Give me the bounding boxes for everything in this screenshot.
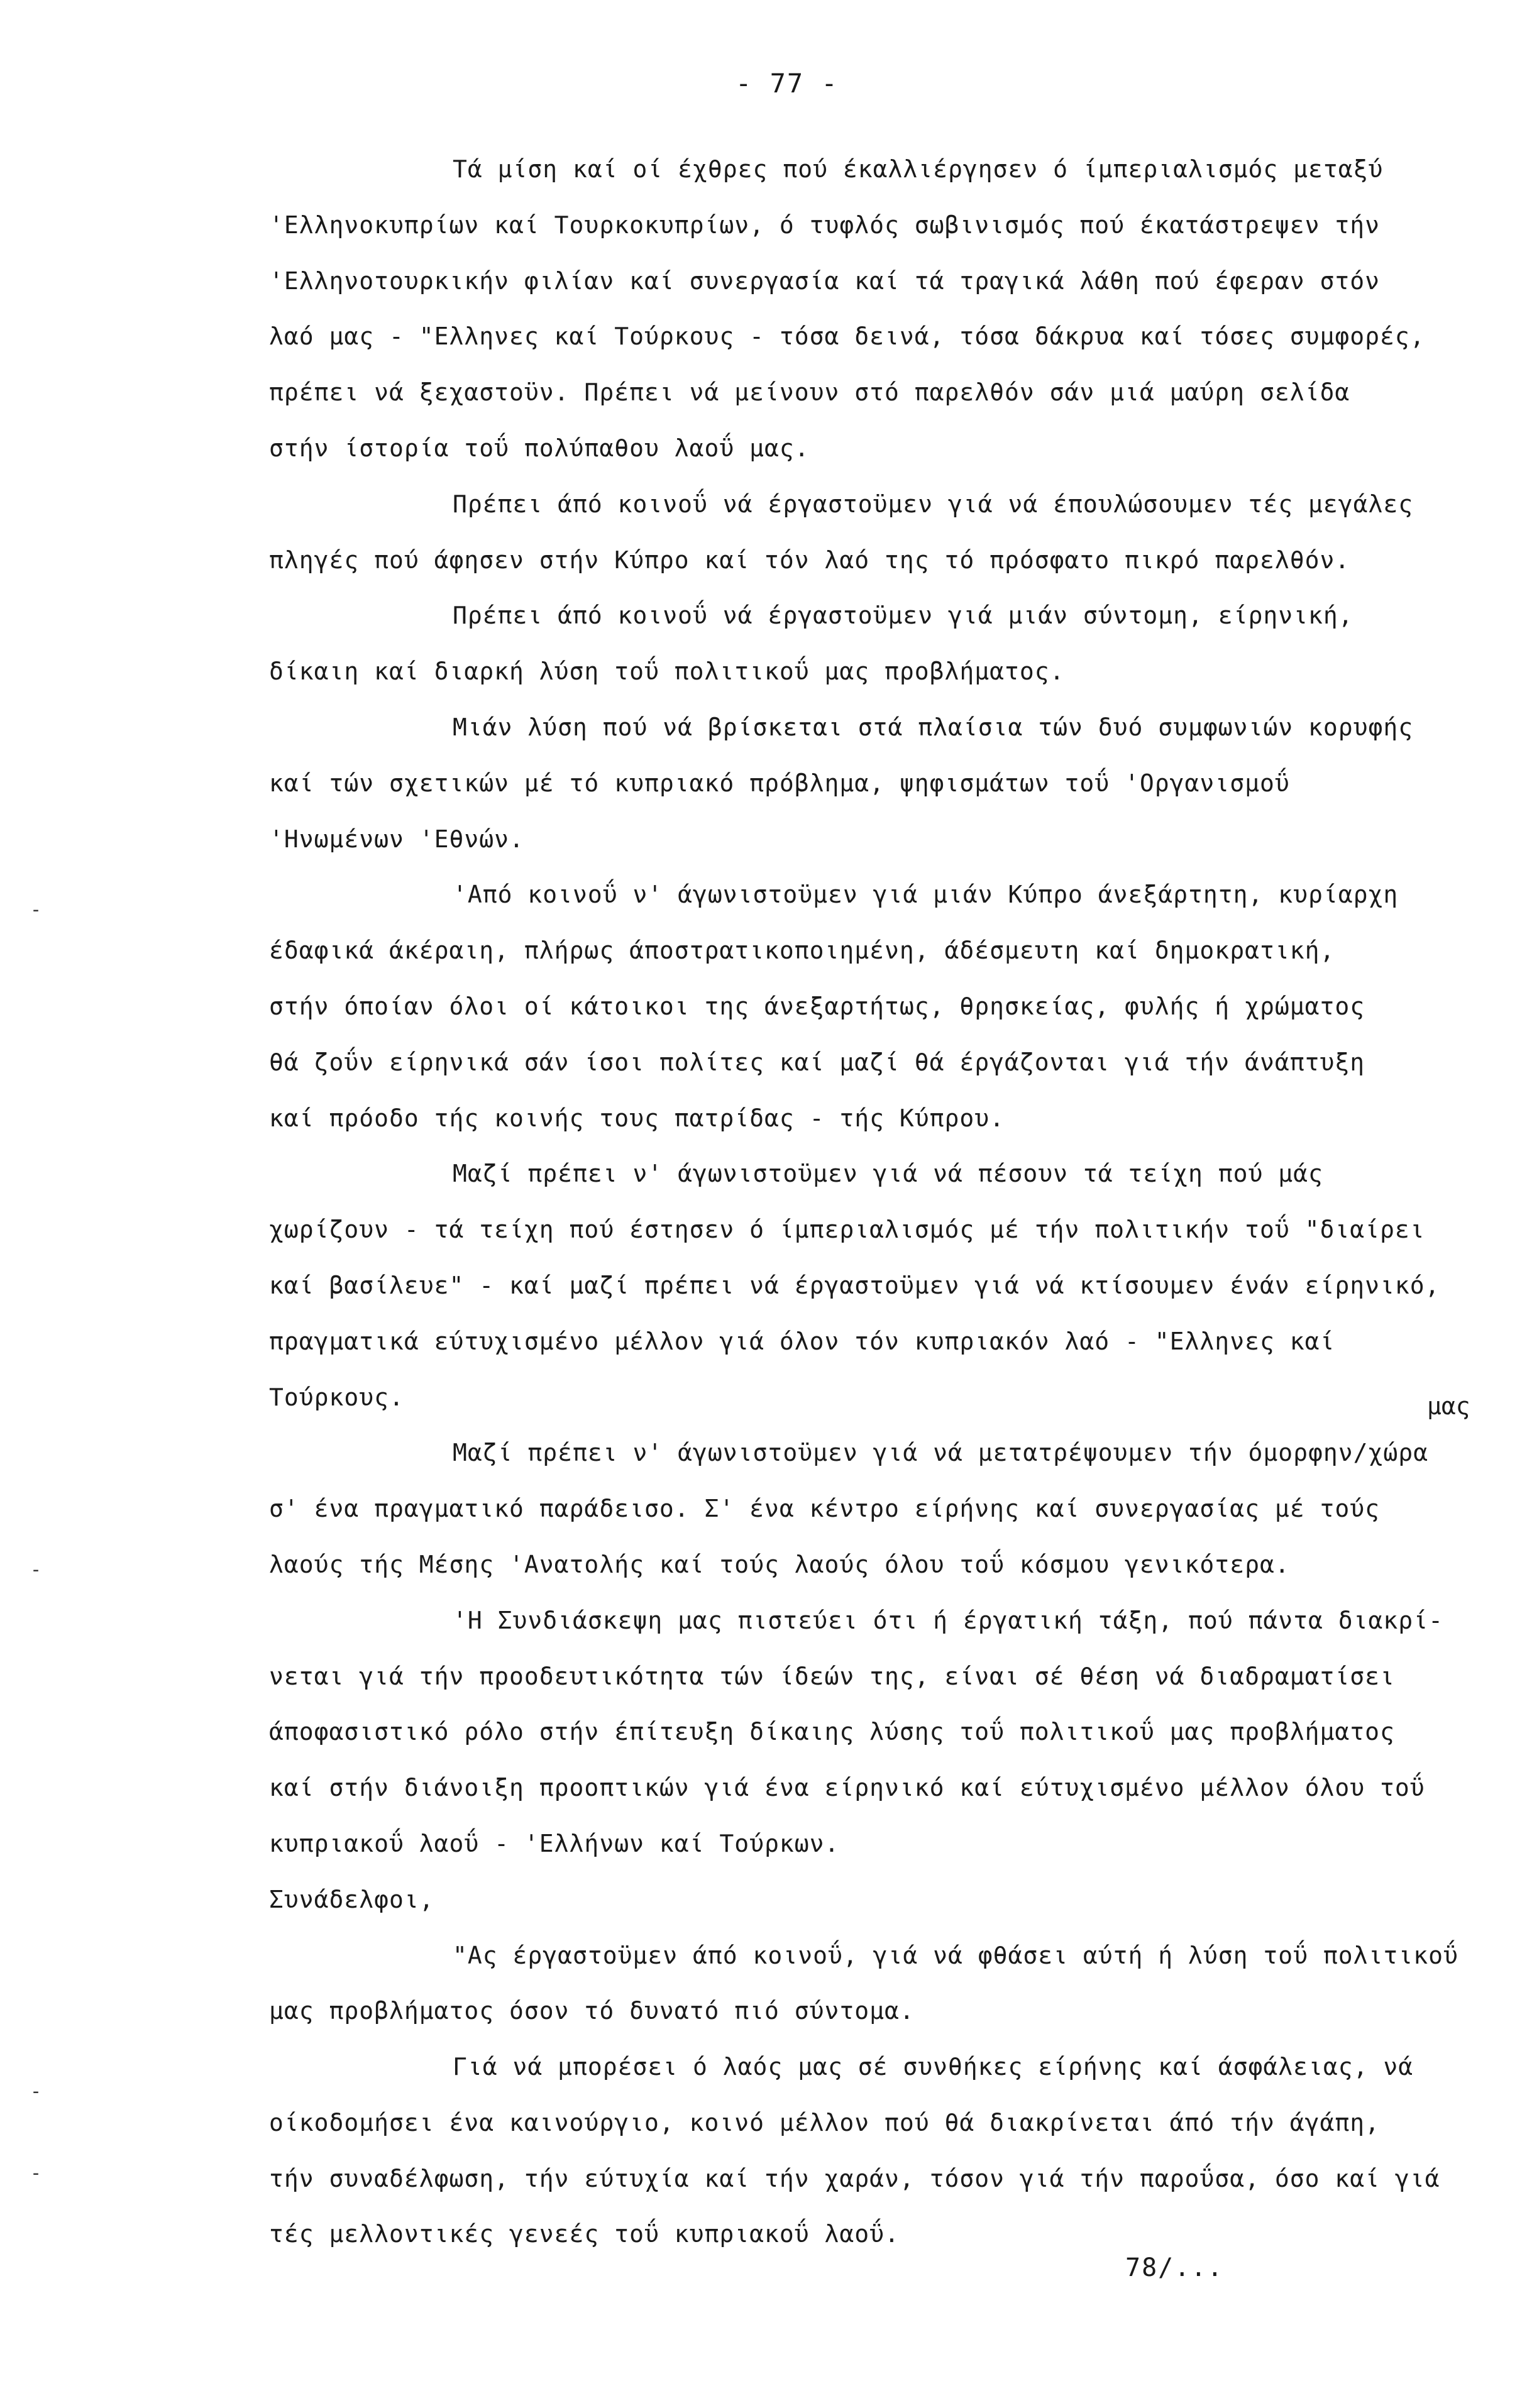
text-line: έδαφικά άκέραιη, πλήρως άποστρατικοποιημένη, άδέσμευτη καί δημοκρατική, — [269, 937, 1335, 965]
text-line: Γιά νά μπορέσει ό λαός μας σέ συνθήκες είρήνης καί άσφάλειας, νά — [453, 2053, 1414, 2081]
continuation-marker: 78/... — [1125, 2253, 1224, 2282]
text-line: Πρέπει άπό κοινοΰ νά έργαστοϋμεν γιά μιάν σύντομη, είρηνική, — [453, 602, 1353, 630]
text-line: πραγματικά εύτυχισμένο μέλλον γιά όλον τόν κυπριακόν λαό - "Ελληνες καί — [269, 1327, 1335, 1355]
margin-dash-mark: - — [30, 899, 42, 921]
text-line: "Ας έργαστοϋμεν άπό κοινοΰ, γιά νά φθάσει αύτή ή λύση τοΰ πολιτικοΰ — [453, 1941, 1458, 1969]
text-line: θά ζοΰν είρηνικά σάν ίσοι πολίτες καί μαζί θά έργάζονται γιά τήν άνάπτυξη — [269, 1048, 1365, 1076]
text-line: 'Ηνωμένων 'Εθνών. — [269, 825, 524, 853]
text-line: 'Ελληνοκυπρίων καί Τουρκοκυπρίων, ό τυφλός σωβινισμός πού έκατάστρεψεν τήν — [269, 211, 1380, 239]
text-line: στήν όποίαν όλοι οί κάτοικοι της άνεξαρτήτως, θρησκείας, φυλής ή χρώματος — [269, 992, 1365, 1020]
text-line: Μιάν λύση πού νά βρίσκεται στά πλαίσια τών δυό συμφωνιών κορυφής — [453, 713, 1414, 741]
text-line: κυπριακοΰ λαοΰ - 'Ελλήνων καί Τούρκων. — [269, 1829, 840, 1857]
text-line: Μαζί πρέπει ν' άγωνιστοϋμεν γιά νά πέσουν τά τείχη πού μάς — [453, 1160, 1323, 1188]
text-line: πληγές πού άφησεν στήν Κύπρο καί τόν λαό της τό πρόσφατο πικρό παρελθόν. — [269, 546, 1350, 574]
text-line: δίκαιη καί διαρκή λύση τοΰ πολιτικοΰ μας προβλήματος. — [269, 657, 1065, 686]
page-number: - 77 - — [736, 68, 839, 99]
text-line: σ' ένα πραγματικό παράδεισο. Σ' ένα κέντρο είρήνης καί συνεργασίας μέ τούς — [269, 1495, 1380, 1523]
text-line: χωρίζουν - τά τείχη πού έστησεν ό ίμπεριαλισμός μέ τήν πολιτικήν τοΰ "διαίρει — [269, 1216, 1425, 1244]
text-line: Συνάδελφοι, — [269, 1885, 434, 1913]
text-line: 'Η Συνδιάσκεψη μας πιστεύει ότι ή έργατική τάξη, πού πάντα διακρί- — [453, 1606, 1443, 1634]
text-line: στήν ίστορία τοΰ πολύπαθου λαοΰ μας. — [269, 434, 810, 462]
text-line: πρέπει νά ξεχαστοϋν. Πρέπει νά μείνουν στό παρελθόν σάν μιά μαύρη σελίδα — [269, 378, 1350, 407]
text-line: μας προβλήματος όσον τό δυνατό πιό σύντομα. — [269, 1997, 915, 2025]
text-line: λαό μας - "Ελληνες καί Τούρκους - τόσα δεινά, τόσα δάκρυα καί τόσες συμφορές, — [269, 322, 1425, 351]
text-line: τές μελλοντικές γενεές τοΰ κυπριακοΰ λαοΰ. — [269, 2220, 900, 2248]
text-line: τήν συναδέλφωση, τήν εύτυχία καί τήν χαράν, τόσον γιά τήν παροΰσα, όσο καί γιά — [269, 2164, 1440, 2192]
text-line: οίκοδομήσει ένα καινούργιο, κοινό μέλλον πού θά διακρίνεται άπό τήν άγάπη, — [269, 2108, 1380, 2136]
margin-dash-mark: - — [30, 2162, 42, 2184]
text-line: 'Από κοινοΰ ν' άγωνιστοϋμεν γιά μιάν Κύπρο άνεξάρτητη, κυρίαρχη — [453, 881, 1399, 909]
body-text — [269, 141, 1464, 2262]
text-line: καί τών σχετικών μέ τό κυπριακό πρόβλημα, ψηφισμάτων τοΰ 'Οργανισμοΰ — [269, 769, 1290, 797]
text-line: Πρέπει άπό κοινοΰ νά έργαστοϋμεν γιά νά έπουλώσουμεν τές μεγάλες — [453, 490, 1414, 518]
text-line: Μαζί πρέπει ν' άγωνιστοϋμεν γιά νά μετατρέψουμεν τήν όμορφην/χώρα — [453, 1439, 1429, 1467]
text-line: Τούρκους. — [269, 1383, 404, 1411]
text-line: καί πρόοδο τής κοινής τους πατρίδας - τής Κύπρου. — [269, 1104, 1005, 1132]
text-line: Τά μίση καί οί έχθρες πού έκαλλιέργησεν ό ίμπεριαλισμός μεταξύ — [453, 155, 1384, 183]
margin-note: μας — [1427, 1392, 1470, 1420]
margin-dash-mark: - — [30, 1559, 42, 1581]
text-line: νεται γιά τήν προοδευτικότητα τών ίδεών της, είναι σέ θέση νά διαδραματίσει — [269, 1662, 1395, 1690]
text-line: λαούς τής Μέσης 'Ανατολής καί τούς λαούς όλου τοΰ κόσμου γενικότερα. — [269, 1550, 1290, 1578]
text-line: άποφασιστικό ρόλο στήν έπίτευξη δίκαιης λύσης τοΰ πολιτικοΰ μας προβλήματος — [269, 1718, 1395, 1746]
text-line: καί βασίλευε" - καί μαζί πρέπει νά έργαστοϋμεν γιά νά κτίσουμεν ένάν είρηνικό, — [269, 1271, 1440, 1299]
margin-dash-mark: - — [30, 2081, 42, 2103]
text-line: 'Ελληνοτουρκικήν φιλίαν καί συνεργασία καί τά τραγικά λάθη πού έφεραν στόν — [269, 267, 1380, 295]
text-line: καί στήν διάνοιξη προοπτικών γιά ένα είρηνικό καί εύτυχισμένο μέλλον όλου τοΰ — [269, 1774, 1425, 1802]
